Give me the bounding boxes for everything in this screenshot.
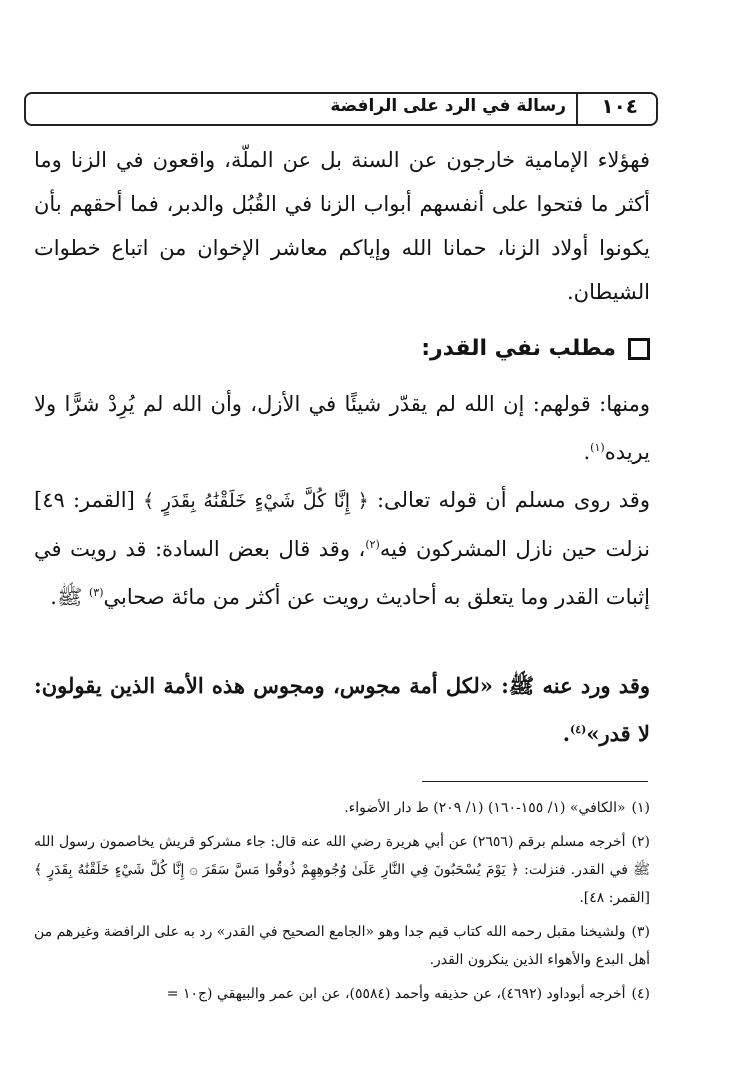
footnote-text: ولشيخنا مقبل رحمه الله كتاب قيم جدا وهو «الجامع الصحيح في القدر» رد به على الرافضة وغيرهم من أهل البدع والأهواء الذين ينكرون القدر. [34, 924, 650, 968]
paragraph-4-end: . [562, 721, 571, 746]
quran-verse: ﴿ إِنَّا كُلَّ شَيْءٍ خَلَقْنَٰهُ بِقَدَرٍ ﴾ [143, 490, 369, 512]
paragraph-3 [34, 478, 650, 619]
footnote-ref-1: (١) [590, 441, 605, 454]
square-bullet-icon [628, 338, 650, 360]
paragraph-2 [34, 382, 650, 474]
verse-reference: [القمر: ٤٩] [34, 488, 135, 512]
paragraph-3-text-c: ، وقد قال بعض السادة: قد رويت في إثبات القدر وما يتعلق به أحاديث رويت عن أكثر من مائة صحابي [34, 537, 650, 609]
footnote-ref-2: (٢) [365, 538, 380, 551]
paragraph-1-text: فهؤلاء الإمامية خارجون عن السنة بل عن الملّة، واقعون في الزنا وما أكثر ما فتحوا على أنفسهم أبواب الزنا في القُبُل والدبر، فما أحقهم بأن يكونوا أولاد الزنا، حمانا الله وإياكم معاشر الإخوان من اتباع خطوات الشيطان. [34, 148, 650, 304]
footnotes [34, 794, 650, 1014]
paragraph-4 [34, 664, 650, 756]
paragraph-3-text-b: نزلت حين نازل المشركون فيه [379, 537, 650, 561]
header-title: رسالة في الرد على الرافضة [330, 96, 566, 116]
footnote-4 [34, 980, 650, 1008]
footnote-number: (٢) [631, 834, 650, 850]
section-heading-text: مطلب نفي القدر: [421, 336, 616, 361]
paragraph-3-end: ﷺ. [50, 585, 83, 609]
footnote-text: «الكافي» (١/ ١٥٥-١٦٠) (١/ ٢٠٩) ط دار الأضواء. [344, 800, 626, 816]
footnote-ref-4: (٤) [570, 723, 587, 736]
footnote-text: أخرجه مسلم برقم (٢٦٥٦) عن أبي هريرة رضي الله عنه قال: جاء مشركو قريش يخاصمون رسول الله ﷺ في القدر. فنزلت: ﴿ يَوْمَ يُسْحَبُونَ فِي النَّارِ عَلَىٰ وُجُوهِهِمْ ذُوقُوا مَسَّ سَقَرَ ۞ إِنَّا كُلَّ شَيْءٍ خَلَقْنَٰهُ بِقَدَرٍ ﴾ [القمر: ٤٨]. [34, 834, 650, 906]
paragraph-3-intro: وقد روى مسلم أن قوله تعالى: [376, 488, 650, 512]
footnote-number: (٤) [631, 986, 650, 1002]
footnote-3 [34, 918, 650, 974]
page-number-box [576, 92, 658, 126]
section-heading [34, 336, 650, 361]
footnote-number: (٣) [631, 924, 650, 940]
page-number: ١٠٤ [601, 94, 638, 118]
hadith-text: وقد ورد عنه ﷺ: «لكل أمة مجوس، ومجوس هذه الأمة الذين يقولون: لا قدر» [34, 673, 650, 746]
paragraph-2-end: . [583, 440, 591, 464]
paragraph-2-text: ومنها: قولهم: إن الله لم يقدّر شيئًا في الأزل، وأن الله لم يُرِدْ شرًّا ولا يريده [34, 392, 650, 464]
footnote-text: أخرجه أبوداود (٤٦٩٢)، عن حذيفه وأحمد (٥٥٨٤)، عن ابن عمر والبيهقي (ج١٠ = [166, 986, 626, 1002]
running-header [24, 92, 658, 126]
footnote-number: (١) [631, 800, 650, 816]
footnote-separator [422, 781, 648, 782]
footnote-ref-3: (٣) [89, 586, 104, 599]
paragraph-1 [34, 138, 650, 314]
footnote-2 [34, 828, 650, 912]
footnote-1 [34, 794, 650, 822]
